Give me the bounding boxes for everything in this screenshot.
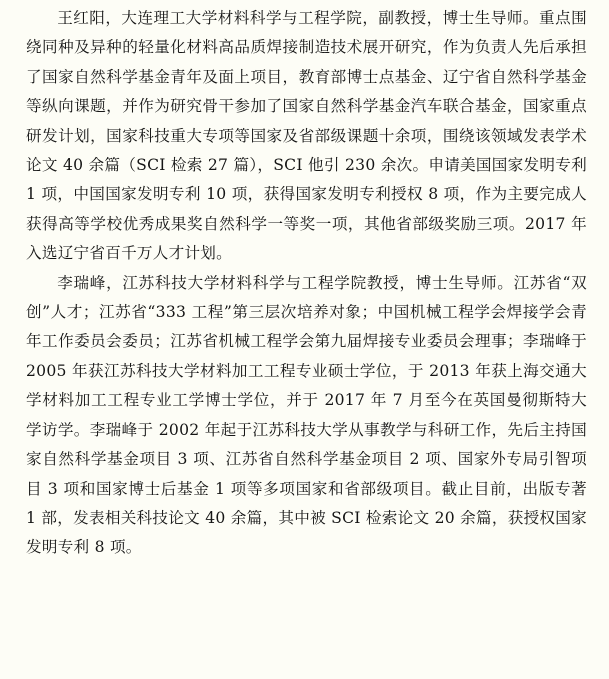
biography-paragraph-li-ruifeng: 李瑞峰，江苏科技大学材料科学与工程学院教授，博士生导师。江苏省“双创”人才；江苏省“333 工程”第三层次培养对象；中国机械工程学会焊接学会青年工作委员会委员；江苏省机械工程学会第九届焊接专业委员会理事；李瑞峰于 2005 年获江苏科技大学材料加工工程专业硕士学位，于 2013 年获上海交通大学材料加工工程专业工学博士学位，并于 2017 年 7 月至今在英国曼彻斯特大学访学。李瑞峰于 2002 年起于江苏科技大学从事教学与科研工作，先后主持国家自然科学基金项目 3 项、江苏省自然科学基金项目 2 项、国家外专局引智项目 3 项和国家博士后基金 1 项等多项国家和省部级项目。截止目前，出版专著 1 部，发表相关科技论文 40 余篇，其中被 SCI 检索论文 20 余篇，获授权国家发明专利 8 项。 [26, 273, 587, 557]
biography-paragraph-wang-hongyang: 王红阳，大连理工大学材料科学与工程学院，副教授，博士生导师。重点围绕同种及异种的轻量化材料高品质焊接制造技术展开研究，作为负责人先后承担了国家自然科学基金青年及面上项目，教育部博士点基金、辽宁省自然科学基金等纵向课题，并作为研究骨干参加了国家自然科学基金汽车联合基金，国家重点研发计划，国家科技重大专项等国家及省部级课题十余项，围绕该领域发表学术论文 40 余篇（SCI 检索 27 篇），SCI 他引 230 余次。申请美国国家发明专利 1 项，中国国家发明专利 10 项，获得国家发明专利授权 8 项，作为主要完成人获得高等学校优秀成果奖自然科学一等奖一项，其他省部级奖励三项。2017 年入选辽宁省百千万人才计划。 [26, 9, 587, 263]
